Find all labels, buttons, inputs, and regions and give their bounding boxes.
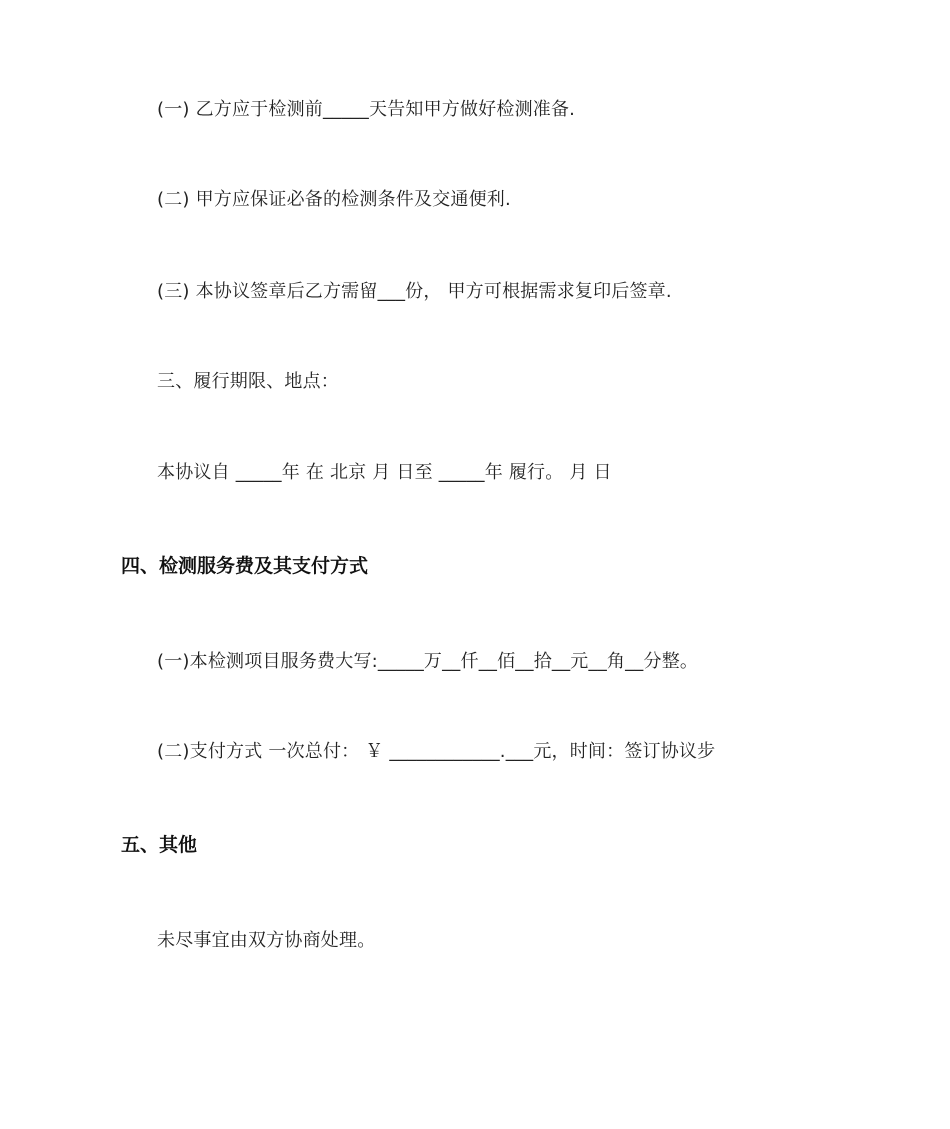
section-4-heading: 四、检测服务费及其支付方式 — [121, 555, 369, 577]
clause-1-notice: (一) 乙方应于检测前_____天告知甲方做好检测准备. — [157, 99, 576, 120]
other-matters-text: 未尽事宜由双方协商处理。 — [157, 930, 376, 951]
section-5-heading: 五、其他 — [121, 834, 198, 856]
fee-amount-clause: (一)本检测项目服务费大写:_____万__仟__佰__拾__元__角__分整。 — [157, 651, 699, 672]
clause-2-conditions: (二) 甲方应保证必备的检测条件及交通便利. — [157, 189, 511, 210]
performance-period-text: 本协议自 _____年 在 北京 月 日至 _____年 履行。 月 日 — [157, 462, 612, 483]
section-3-title: 三、履行期限、地点： — [157, 371, 339, 392]
clause-3-copies: (三) 本协议签章后乙方需留___份， 甲方可根据需求复印后签章. — [157, 281, 672, 302]
payment-method-clause: (二)支付方式 一次总付： ￥ ____________.___元，时间：签订协议步 — [157, 741, 716, 762]
